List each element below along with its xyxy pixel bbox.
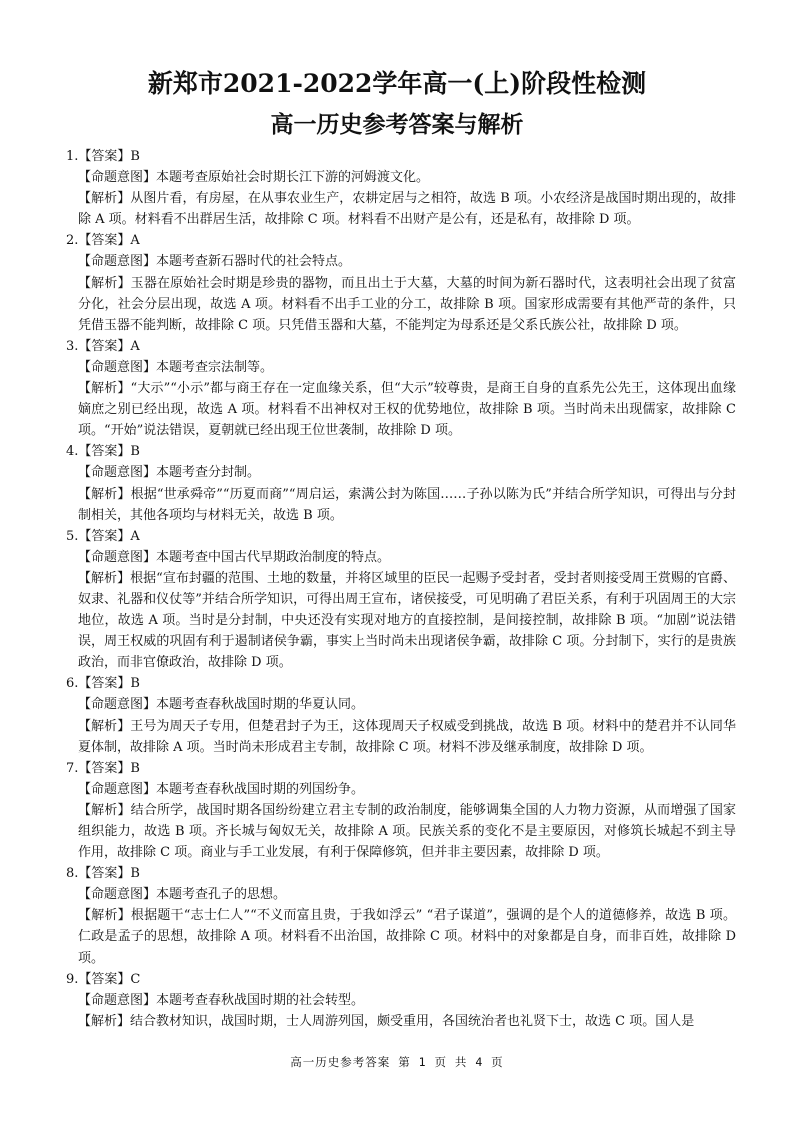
question-block [66, 336, 736, 441]
intent-line: 【命题意图】本题考查春秋战国时期的华夏认同。 [78, 697, 365, 713]
answer-line: 7.【答案】B [66, 760, 140, 776]
question-block [66, 758, 736, 863]
intent-line: 【命题意图】本题考查原始社会时期长江下游的河姆渡文化。 [78, 170, 430, 186]
answer-line: 8.【答案】B [66, 866, 140, 882]
analysis-paragraph: 【解析】根据题干“志士仁人”“不义而富且贵，于我如浮云” “君子谋道”，强调的是个人的道德修养，故选 B 项。仁政是孟子的思想，故排除 A 项。材料看不出治国，故排除 C 项。材料中的对象都是自身，而非百姓，故排除 D 项。 [78, 908, 736, 966]
analysis-paragraph: 【解析】玉器在原始社会时期是珍贵的器物，而且出土于大墓，大墓的时间为新石器时代，这表明社会出现了贫富分化，社会分层出现，故选 A 项。材料看不出手工业的分工，故排除 B 项。国家形成需要有其他严苛的条件，只凭借玉器不能判断，故排除 C 项。只凭借玉器和大墓，不能判定为母系还是父系氏族公社，故排除 D 项。 [78, 275, 736, 333]
answer-line: 3.【答案】A [66, 338, 140, 354]
page-footer: 高一历史参考答案 第 1 页 共 4 页 [290, 1055, 504, 1069]
intent-line: 【命题意图】本题考查孔子的思想。 [78, 887, 287, 903]
intent-line: 【命题意图】本题考查春秋战国时期的社会转型。 [78, 992, 365, 1008]
intent-line: 【命题意图】本题考查宗法制等。 [78, 359, 274, 375]
analysis-paragraph: 【解析】王号为周天子专用，但楚君封子为王，这体现周天子权威受到挑战，故选 B 项。材料中的楚君并不认同华夏体制，故排除 A 项。当时尚未形成君主专制，故排除 C 项。材料不涉及继承制度，故排除 D 项。 [78, 718, 736, 755]
intent-line: 【命题意图】本题考查分封制。 [78, 465, 261, 481]
analysis-paragraph: 【解析】根据“世承舜帝”“历夏而商”“周启运，索满公封为陈国……子孙以陈为氏”并结合所学知识，可得出与分封制相关，其他各项均与材料无关，故选 B 项。 [78, 486, 736, 523]
page-subtitle: 高一历史参考答案与解析 [270, 111, 524, 138]
analysis-paragraph: 【解析】结合所学，战国时期各国纷纷建立君主专制的政治制度，能够调集全国的人力物力资源，从而增强了国家组织能力，故选 B 项。齐长城与匈奴无关，故排除 A 项。民族关系的变化不是主要原因，对修筑长城起不到主导作用，故排除 C 项。商业与手工业发展，有利于保障修筑，但并非主要因素，故排除 D 项。 [78, 802, 736, 861]
page-title: 新郑市2021-2022学年高一(上)阶段性检测 [147, 69, 647, 98]
question-block [66, 441, 736, 525]
question-block [66, 969, 736, 1032]
analysis-paragraph: 【解析】根据“宣布封疆的范围、土地的数量，并将区域里的臣民一起赐予受封者，受封者则接受周王赏赐的官爵、奴隶、礼器和仪仗等”并结合所学知识，可得出周王宣布，诸侯接受，可见明确了君臣关系，有利于巩固周王的大宗地位，故选 A 项。当时是分封制，中央还没有实现对地方的直接控制，是间接控制，故排除 B 项。“加剧”说法错误，周王权威的巩固有利于遏制诸侯争霸，事实上当时尚未出现诸侯争霸，故排除 C 项。分封制下，实行的是贵族政治，而非官僚政治，故排除 D 项。 [78, 570, 736, 671]
intent-line: 【命题意图】本题考查中国古代早期政治制度的特点。 [78, 549, 391, 565]
answer-line: 9.【答案】C [66, 971, 141, 987]
answer-line: 4.【答案】B [66, 444, 140, 460]
answer-line: 6.【答案】B [66, 676, 140, 692]
question-block [66, 863, 736, 968]
analysis-paragraph: 【解析】从图片看，有房屋，在从事农业生产，农耕定居与之相符，故选 B 项。小农经济是战国时期出现的，故排除 A 项。材料看不出群居生活，故排除 C 项。材料看不出财产是公有，还是私有，故排除 D 项。 [78, 191, 736, 228]
analysis-paragraph: 【解析】结合教材知识，战国时期，士人周游列国，颇受重用，各国统治者也礼贤下士，故选 C 项。国人是 [78, 1013, 695, 1029]
answer-line: 1.【答案】B [66, 149, 140, 164]
intent-line: 【命题意图】本题考查新石器时代的社会特点。 [78, 254, 352, 270]
question-block [66, 146, 736, 230]
question-block [66, 526, 736, 674]
answer-line: 5.【答案】A [66, 528, 140, 544]
question-block [66, 230, 736, 335]
question-block [66, 673, 736, 757]
analysis-paragraph: 【解析】“大示”“小示”都与商王存在一定血缘关系，但“大示”较尊贵，是商王自身的直系先公先王，这体现出血缘嫡庶之别已经出现，故选 A 项。材料看不出神权对王权的优势地位，故排除 B 项。当时尚未出现儒家，故排除 C 项。“开始”说法错误，夏朝就已经出现王位世袭制，故排除 D 项。 [78, 381, 736, 439]
intent-line: 【命题意图】本题考查春秋战国时期的列国纷争。 [78, 781, 365, 797]
answer-line: 2.【答案】A [66, 233, 140, 249]
answer-list [66, 146, 736, 1032]
